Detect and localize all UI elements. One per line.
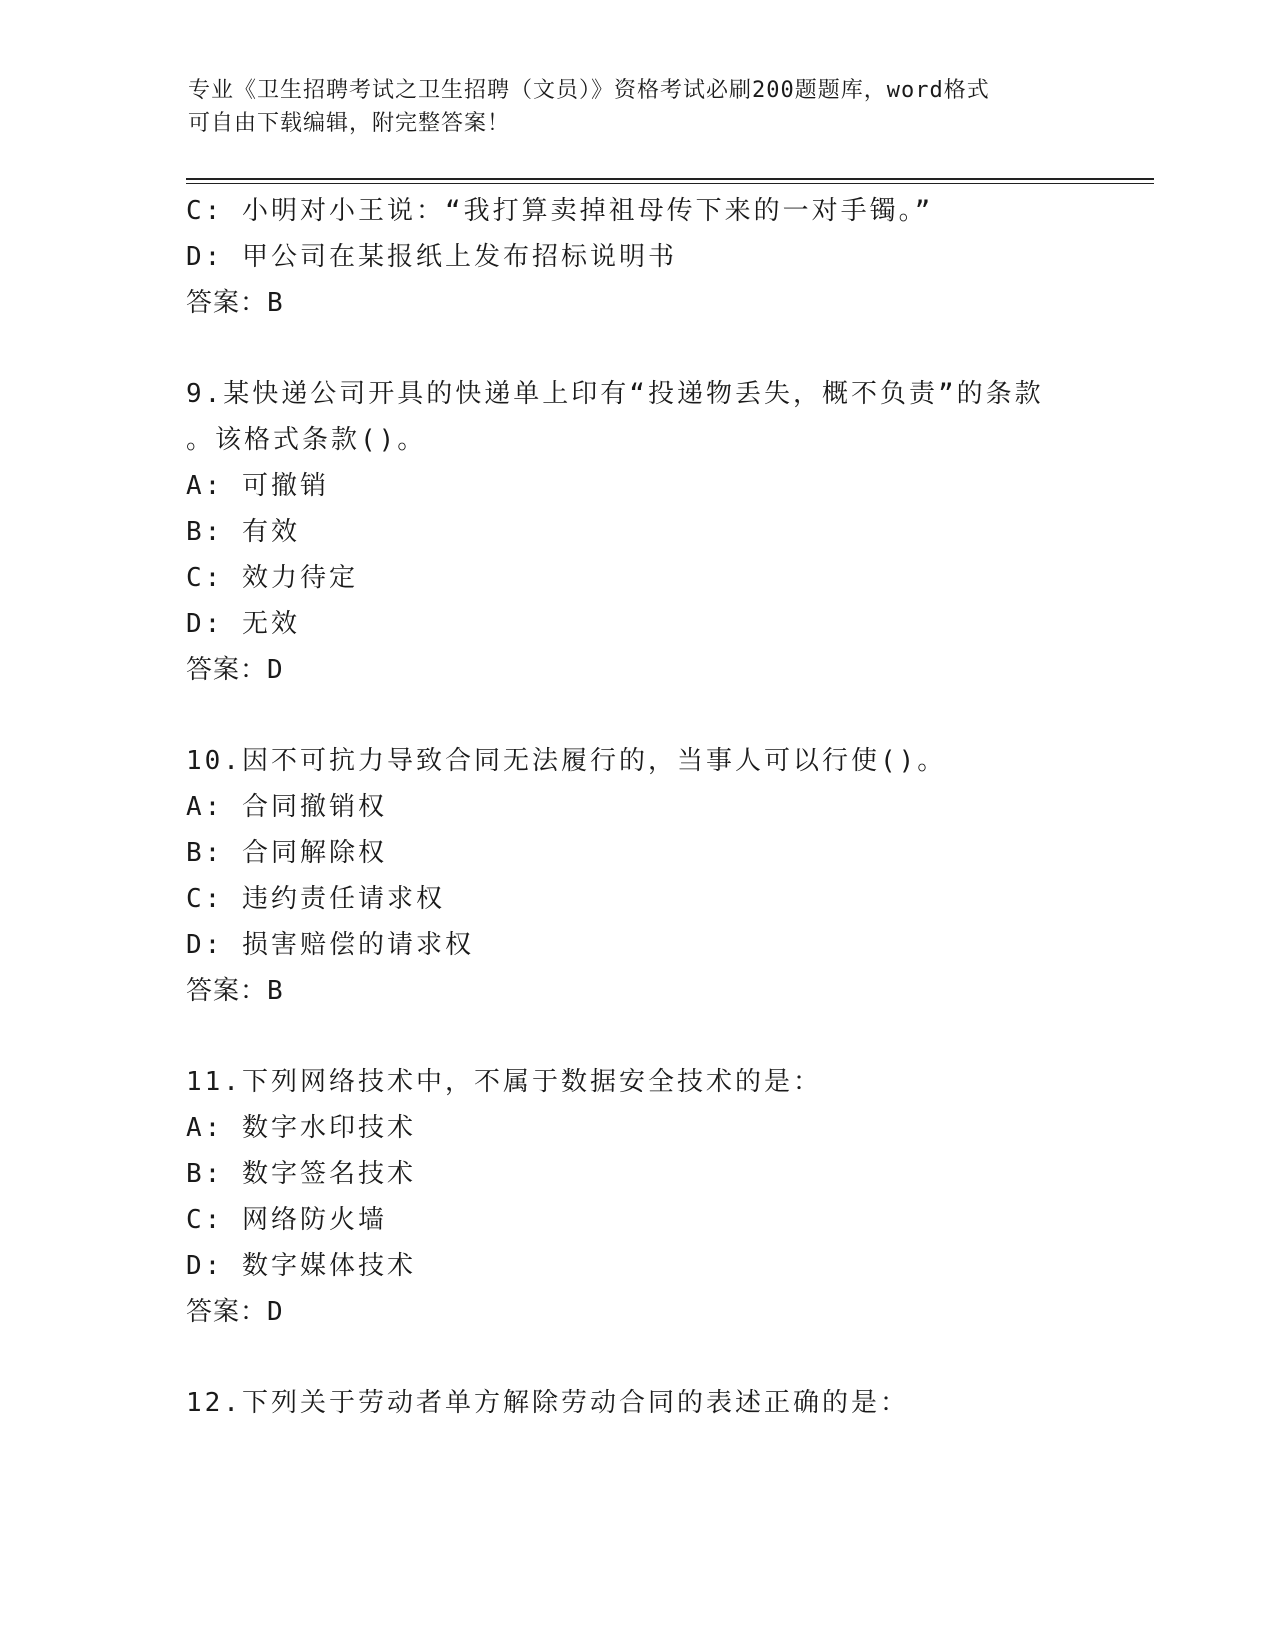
- answer: 答案：D: [186, 655, 284, 685]
- question-10: [186, 738, 1086, 1014]
- option-a: A: 可撤销: [186, 471, 329, 501]
- question-stem: 10.因不可抗力导致合同无法履行的，当事人可以行使()。: [186, 746, 947, 776]
- question-9: [186, 371, 1086, 693]
- header-line-1: 专业《卫生招聘考试之卫生招聘（文员）》资格考试必刷200题题库，word格式: [188, 78, 990, 103]
- option-b: B: 合同解除权: [186, 838, 387, 868]
- option-d: D: 数字媒体技术: [186, 1251, 416, 1281]
- header-line-2: 可自由下载编辑，附完整答案！: [188, 111, 511, 136]
- question-12: [186, 1380, 1086, 1426]
- question-list: [186, 188, 1086, 1426]
- question-stem: 9.某快递公司开具的快递单上印有“投递物丢失，概不负责”的条款: [186, 379, 1044, 409]
- question-8-tail: [186, 188, 1086, 326]
- option-c: C: 小明对小王说：“我打算卖掉祖母传下来的一对手镯。”: [186, 196, 934, 226]
- option-b: B: 数字签名技术: [186, 1159, 416, 1189]
- option-c: C: 效力待定: [186, 563, 358, 593]
- option-b: B: 有效: [186, 517, 300, 547]
- header-divider-thin: [186, 183, 1154, 184]
- question-11: [186, 1059, 1086, 1335]
- header-divider-thick: [186, 178, 1154, 180]
- option-d: D: 甲公司在某报纸上发布招标说明书: [186, 242, 677, 272]
- option-a: A: 数字水印技术: [186, 1113, 416, 1143]
- question-stem-continued: 。该格式条款()。: [186, 425, 427, 455]
- option-c: C: 网络防火墙: [186, 1205, 387, 1235]
- question-stem: 11.下列网络技术中，不属于数据安全技术的是：: [186, 1067, 822, 1097]
- document-header: [188, 74, 1088, 140]
- answer: 答案：D: [186, 1297, 284, 1327]
- option-a: A: 合同撤销权: [186, 792, 387, 822]
- option-d: D: 损害赔偿的请求权: [186, 930, 474, 960]
- option-d: D: 无效: [186, 609, 300, 639]
- answer: 答案：B: [186, 976, 284, 1006]
- answer: 答案：B: [186, 288, 284, 318]
- question-stem: 12.下列关于劳动者单方解除劳动合同的表述正确的是：: [186, 1388, 909, 1418]
- option-c: C: 违约责任请求权: [186, 884, 445, 914]
